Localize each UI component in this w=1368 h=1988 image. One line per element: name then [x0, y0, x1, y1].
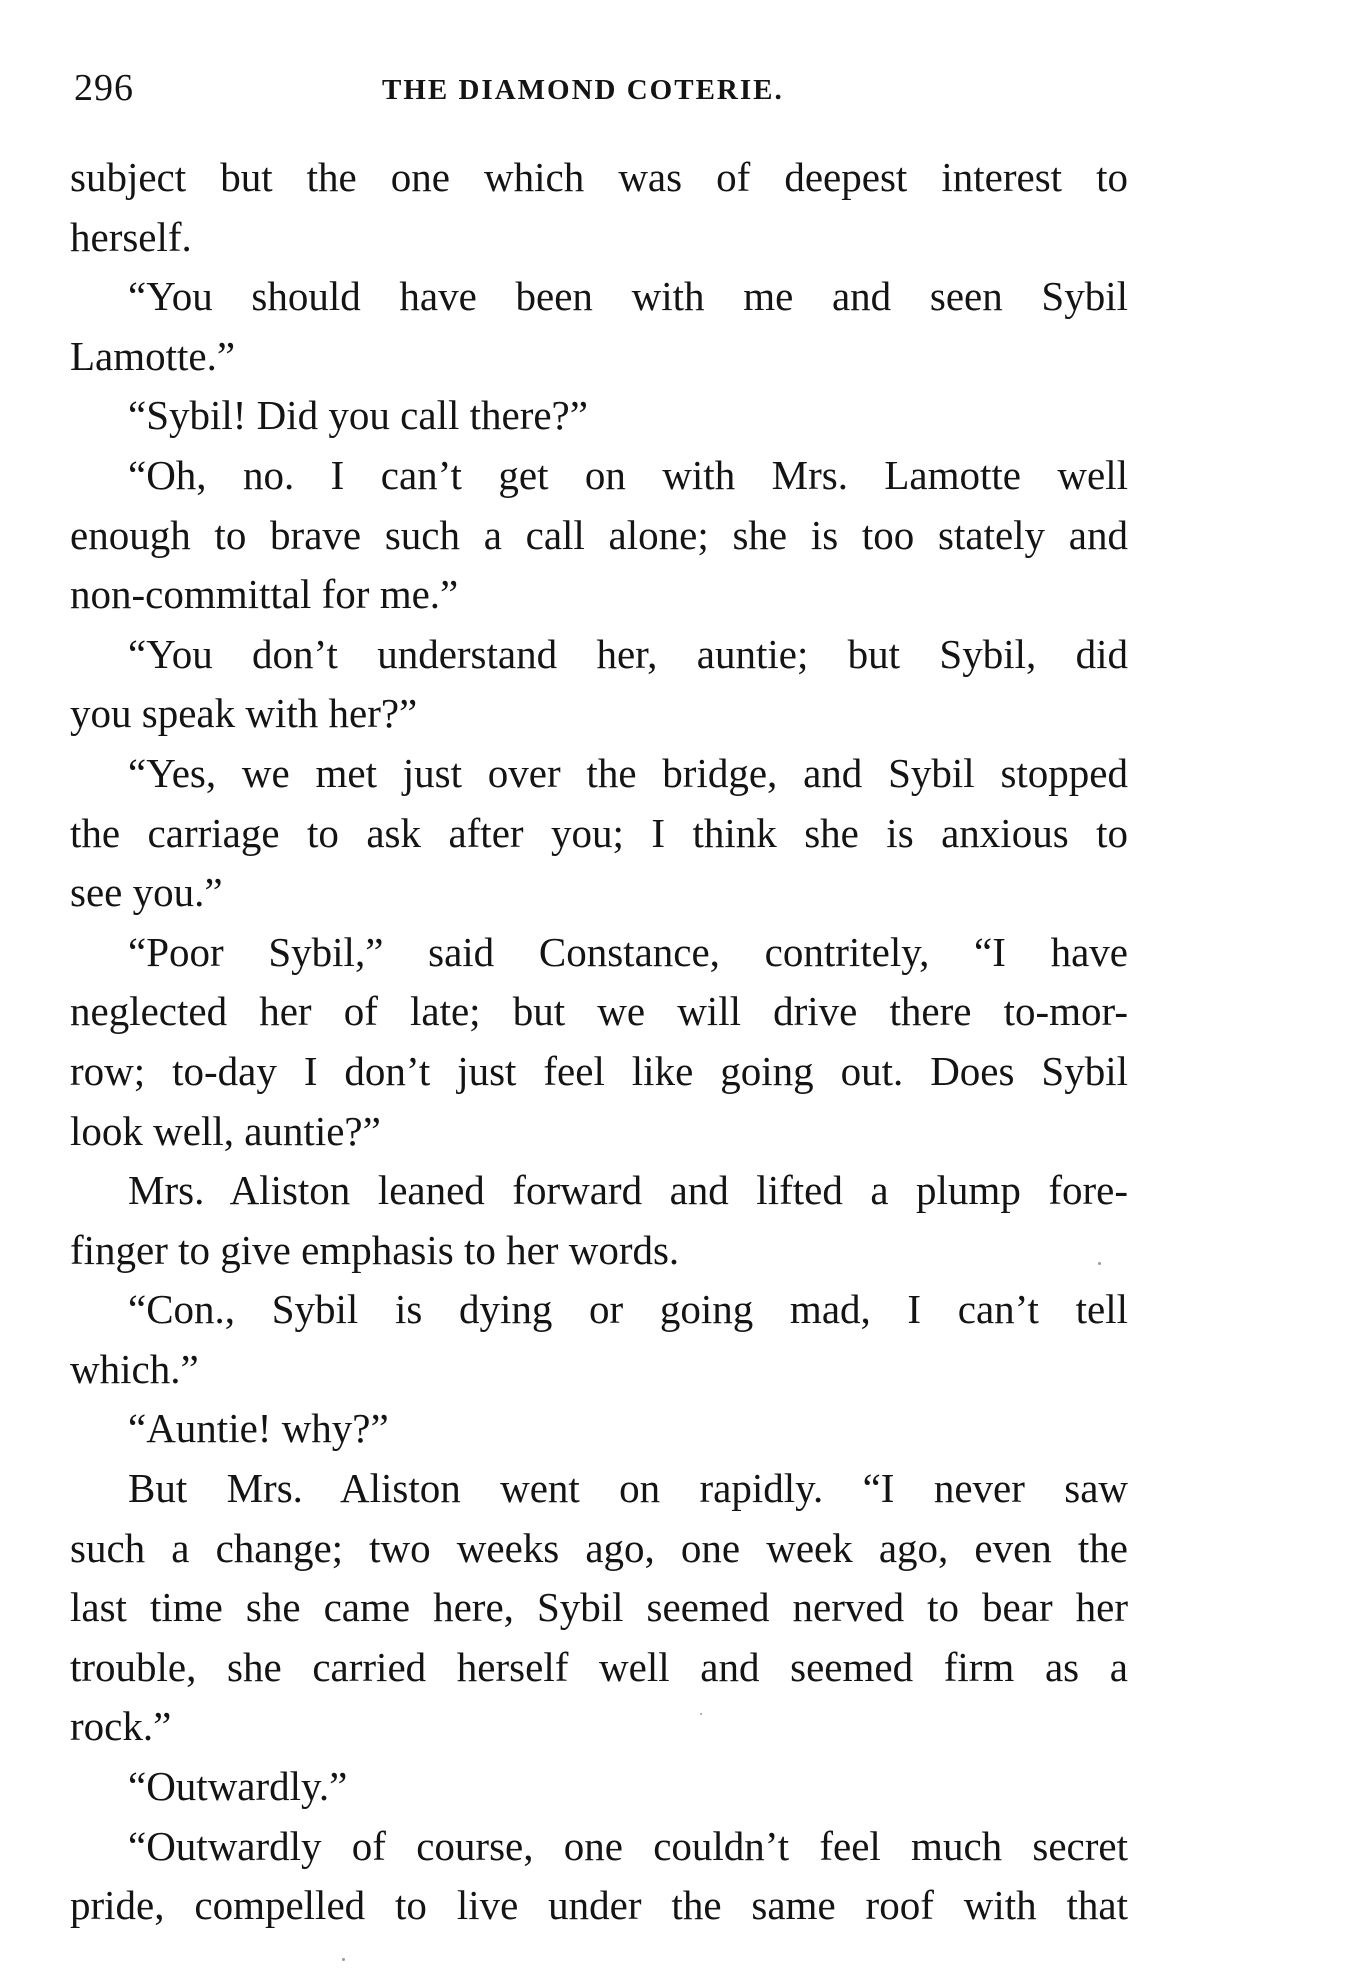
text-line: “Oh, no. I can’t get on with Mrs. Lamotte well — [128, 451, 1128, 498]
text-line: Mrs. Aliston leaned forward and lifted a plump fore- — [128, 1167, 1128, 1214]
body-text — [70, 148, 1128, 1936]
text-line: the carriage to ask after you; I think she is anxious to — [70, 809, 1128, 856]
text-line: Lamotte.” — [70, 332, 236, 379]
text-line: “You don’t understand her, auntie; but Sybil, did — [128, 630, 1128, 677]
text-line: see you.” — [70, 869, 223, 916]
text-line: “Outwardly of course, one couldn’t feel much secret — [128, 1822, 1128, 1869]
text-line: subject but the one which was of deepest interest to — [70, 154, 1128, 200]
text-line: “Poor Sybil,” said Constance, contritely, “I have — [128, 928, 1128, 975]
text-line: look well, auntie?” — [70, 1107, 381, 1154]
text-line: row; to-day I don’t just feel like going out. Does Sybil — [70, 1047, 1128, 1094]
running-title: THE DIAMOND COTERIE. — [382, 74, 784, 106]
text-line: “Yes, we met just over the bridge, and Sybil stopped — [128, 749, 1128, 796]
text-line: you speak with her?” — [70, 690, 418, 737]
text-line: which.” — [70, 1345, 199, 1392]
text-line: last time she came here, Sybil seemed nerved to bear her — [70, 1584, 1128, 1631]
text-line: “You should have been with me and seen Sybil — [128, 273, 1128, 320]
text-line: finger to give emphasis to her words. — [70, 1226, 680, 1273]
text-line: enough to brave such a call alone; she is too stately and — [70, 511, 1128, 558]
text-line: “Sybil! Did you call there?” — [128, 392, 588, 439]
print-speck — [1098, 1262, 1101, 1265]
text-line: such a change; two weeks ago, one week ago, even the — [70, 1524, 1128, 1571]
print-speck — [700, 1713, 702, 1715]
text-line: But Mrs. Aliston went on rapidly. “I never saw — [128, 1465, 1128, 1512]
text-line: trouble, she carried herself well and seemed firm as a — [70, 1643, 1128, 1690]
text-line: “Auntie! why?” — [128, 1405, 389, 1452]
text-line: non-committal for me.” — [70, 571, 459, 618]
print-speck — [342, 1958, 345, 1961]
page-number: 296 — [74, 67, 134, 109]
text-line: herself. — [70, 213, 192, 260]
text-line: neglected her of late; but we will drive there to-mor- — [70, 988, 1128, 1035]
running-head — [74, 58, 1126, 118]
text-line: rock.” — [70, 1703, 172, 1750]
text-line: “Outwardly.” — [128, 1763, 348, 1810]
text-line: pride, compelled to live under the same roof with that — [70, 1882, 1128, 1929]
text-line: “Con., Sybil is dying or going mad, I can’t tell — [128, 1286, 1128, 1333]
